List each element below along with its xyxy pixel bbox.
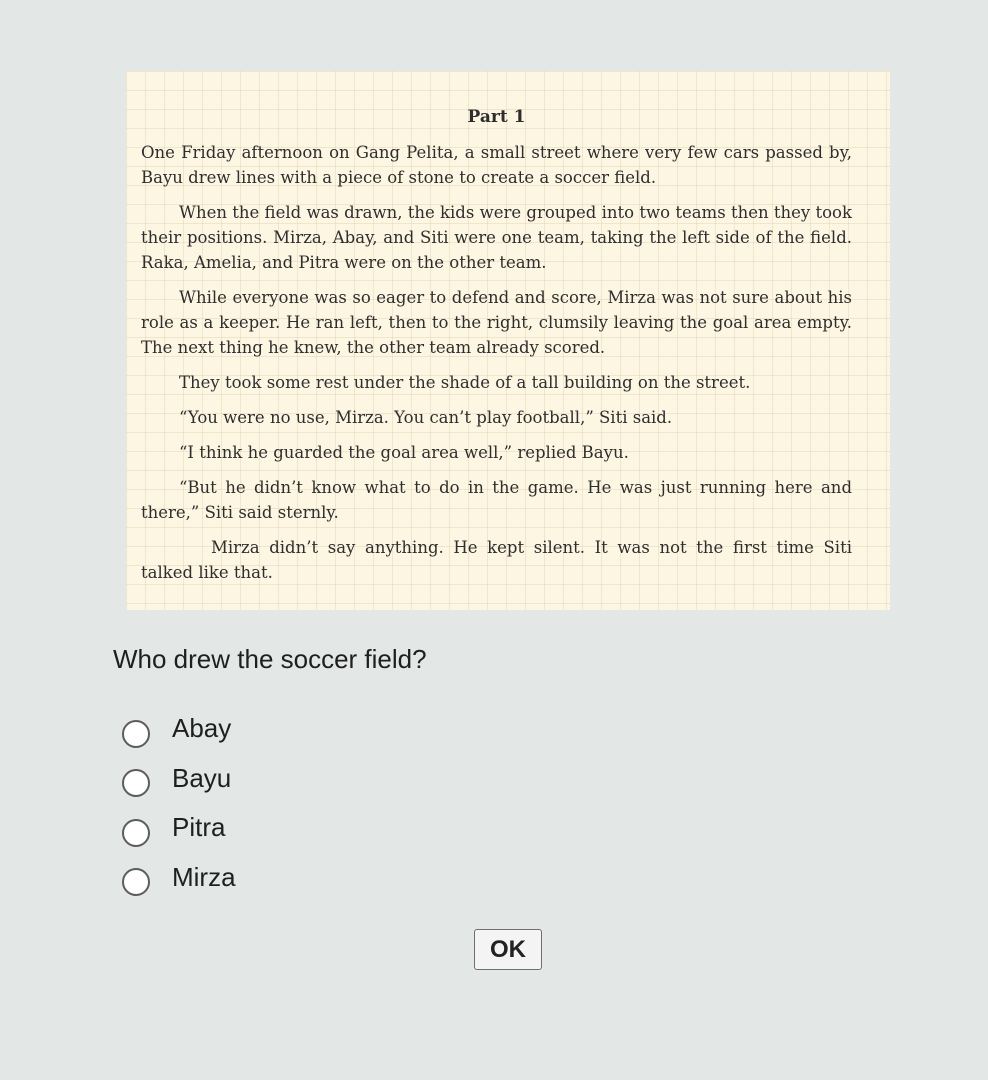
answer-option-label[interactable]: Mirza bbox=[172, 861, 236, 892]
answer-option-abay[interactable] bbox=[122, 704, 236, 754]
answer-options bbox=[122, 704, 236, 902]
radio-button[interactable] bbox=[122, 819, 150, 847]
passage-title: Part 1 bbox=[467, 107, 526, 127]
radio-button[interactable] bbox=[122, 720, 150, 748]
answer-option-label[interactable]: Pitra bbox=[172, 812, 226, 843]
passage-paragraph: One Friday afternoon on Gang Pelita, a small street where very few cars passed by, Bayu drew lines with a piece of stone to create a soccer field. bbox=[141, 143, 852, 187]
radio-button[interactable] bbox=[122, 868, 150, 896]
answer-option-label[interactable]: Bayu bbox=[172, 762, 232, 793]
answer-option-bayu[interactable] bbox=[122, 754, 236, 804]
reading-passage-image bbox=[126, 71, 890, 610]
answer-option-label[interactable]: Abay bbox=[172, 713, 232, 744]
passage-paragraph: “I think he guarded the goal area well,” replied Bayu. bbox=[179, 443, 629, 462]
passage-paragraph: Mirza didn’t say anything. He kept silent. It was not the first time Siti talked like that. bbox=[141, 538, 852, 582]
question-text: Who drew the soccer field? bbox=[113, 644, 427, 674]
passage-paragraph: When the field was drawn, the kids were grouped into two teams then they took their positions. Mirza, Abay, and Siti were one team, taking the left side of the field. Raka, Amelia, and Pitra were on the other team. bbox=[141, 203, 852, 272]
radio-button[interactable] bbox=[122, 769, 150, 797]
ok-button[interactable]: OK bbox=[474, 929, 542, 970]
answer-option-pitra[interactable] bbox=[122, 803, 236, 853]
passage-paragraph: “You were no use, Mirza. You can’t play football,” Siti said. bbox=[179, 408, 673, 427]
answer-option-mirza[interactable] bbox=[122, 853, 236, 903]
passage-paragraph: “But he didn’t know what to do in the game. He was just running here and there,” Siti said sternly. bbox=[141, 478, 852, 522]
passage-paragraph: While everyone was so eager to defend and score, Mirza was not sure about his role as a keeper. He ran left, then to the right, clumsily leaving the goal area empty. The next thing he knew, the other team already scored. bbox=[141, 288, 852, 357]
passage-paragraph: They took some rest under the shade of a tall building on the street. bbox=[179, 373, 751, 392]
